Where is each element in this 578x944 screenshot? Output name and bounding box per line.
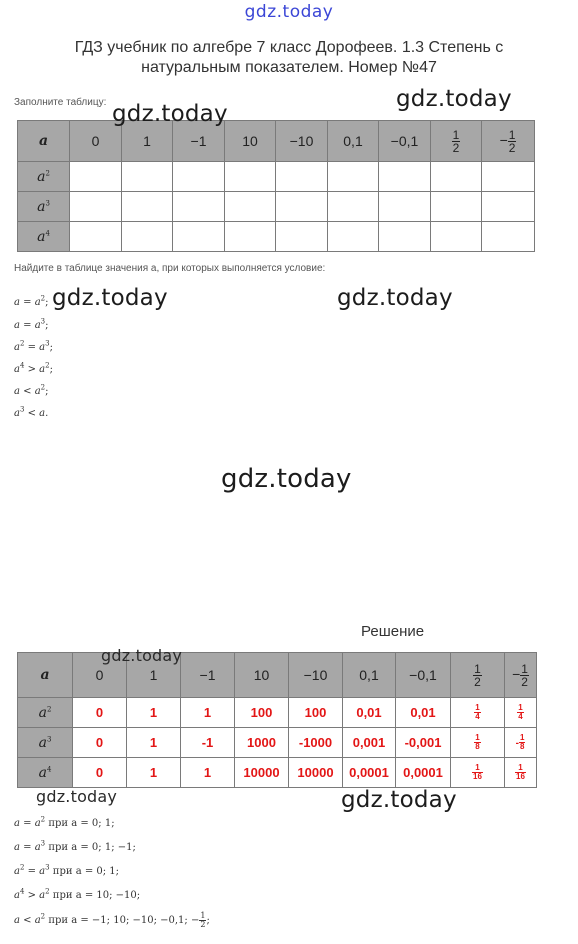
value-cell-fraction: $\frac{1}{4}$ [505,698,537,728]
answer-line: $a = a^2$ при a = 0; 1; [14,815,115,829]
value-cell: 1 [127,698,181,728]
value-cell-fraction: $\frac{1}{8}$ [451,728,505,758]
watermark: gdz.today [396,86,512,112]
solution-heading: Решение [361,623,425,640]
row-head: $a^3$ [18,192,70,222]
value-cell: 10000 [289,758,343,788]
fraction: $\frac{1}{2}$ [452,127,460,155]
solution-table [17,652,537,788]
value-cell: 0,0001 [343,758,396,788]
page-title [20,38,558,78]
row-head: $a^2$ [18,698,73,728]
value-cell: 0 [73,698,127,728]
value-cell-fraction: $\frac{1}{16}$ [451,758,505,788]
value-cell: 1 [181,698,235,728]
value-cell: 1 [127,758,181,788]
row-head: $a^2$ [18,162,70,192]
task-instruction: Заполните таблицу: [14,97,107,108]
answer-line: $a = a^3$ при a = 0; 1; −1; [14,839,136,853]
solution-row [18,698,537,728]
header-cell-half [451,653,505,698]
exercise-table [17,120,535,252]
value-cell: 0,01 [343,698,396,728]
watermark: gdz.today [337,285,453,311]
header-cell: −10 [289,653,343,698]
watermark: gdz.today [36,787,118,806]
header-cell: 0 [70,121,122,162]
value-cell: 100 [235,698,289,728]
site-logo[interactable]: gdz.today [244,2,334,22]
header-cell: 1 [122,121,173,162]
page-title-line-1: ГДЗ учебник по алгебре 7 класс Дорофеев. 1.3 Степень с [74,39,504,56]
value-cell: 1 [127,728,181,758]
value-cell: 0 [73,758,127,788]
answer-line: $a^2 = a^3$ при a = 0; 1; [14,863,120,877]
value-cell-fraction: $\frac{1}{16}$ [505,758,537,788]
header-cell: 10 [235,653,289,698]
value-cell: 0,001 [343,728,396,758]
value-cell: -1 [181,728,235,758]
watermark: gdz.today [52,285,168,311]
condition-line: $a^3 < a$. [14,405,49,419]
fraction: $\frac{1}{2}$ [474,661,481,689]
page-title-line-2: натуральным показателем. Номер №47 [141,59,437,76]
header-cell-half [431,121,482,162]
solution-row [18,728,537,758]
header-cell: −0,1 [379,121,431,162]
header-cell-neg-half: − $\frac{1}{2}$ [505,653,537,698]
value-cell: 0,01 [396,698,451,728]
value-cell-fraction: $\frac{1}{4}$ [451,698,505,728]
value-cell: 1 [181,758,235,788]
header-cell: −1 [181,653,235,698]
answer-line: $a^4 > a^2$ при a = 10; −10; [14,887,141,901]
row-head: $a^4$ [18,222,70,252]
condition-line: $a^4 > a^2$; [14,361,53,375]
value-cell: 1000 [235,728,289,758]
header-cell: 0,1 [343,653,396,698]
fraction: $\frac{1}{2}$ [508,127,516,155]
fraction: $\frac{1}{2}$ [200,911,206,929]
fraction: $\frac{1}{2}$ [521,661,528,689]
row-head: $a^3$ [18,728,73,758]
exercise-table-row [18,162,535,192]
exercise-table-header-row [18,121,535,162]
watermark: gdz.today [112,101,228,127]
solution-table-header-row [18,653,537,698]
watermark: gdz.today [221,464,352,494]
value-cell: -0,001 [396,728,451,758]
condition-line: $a = a^2$; [14,294,49,308]
header-cell: 1 [127,653,181,698]
value-cell-fraction: - $\frac{1}{8}$ [505,728,537,758]
header-cell: 0,1 [328,121,379,162]
exercise-table-row [18,192,535,222]
watermark: gdz.today [341,787,457,813]
header-cell: −1 [173,121,225,162]
exercise-table-row [18,222,535,252]
value-cell: 0 [73,728,127,758]
solution-row [18,758,537,788]
condition-line: $a^2 = a^3$; [14,339,53,353]
row-head: $a^4$ [18,758,73,788]
header-corner-cell: a [18,653,73,698]
conditions-instruction: Найдите в таблице значения a, при которых выполняется условие: [14,263,326,274]
header-cell: −10 [276,121,328,162]
condition-line: $a = a^3$; [14,317,49,331]
value-cell: 100 [289,698,343,728]
answer-line: $a < a^2$ при a = −1; 10; −10; −0,1; − $\frac{1}{2}$ ; [14,911,210,929]
condition-line: $a < a^2$; [14,383,49,397]
header-cell: 0 [73,653,127,698]
value-cell: 0,0001 [396,758,451,788]
value-cell: 10000 [235,758,289,788]
header-corner-cell: a [18,121,70,162]
value-cell: -1000 [289,728,343,758]
watermark: gdz.today [101,646,183,665]
header-cell: −0,1 [396,653,451,698]
header-cell: 10 [225,121,276,162]
header-cell-neg-half: − $\frac{1}{2}$ [482,121,535,162]
